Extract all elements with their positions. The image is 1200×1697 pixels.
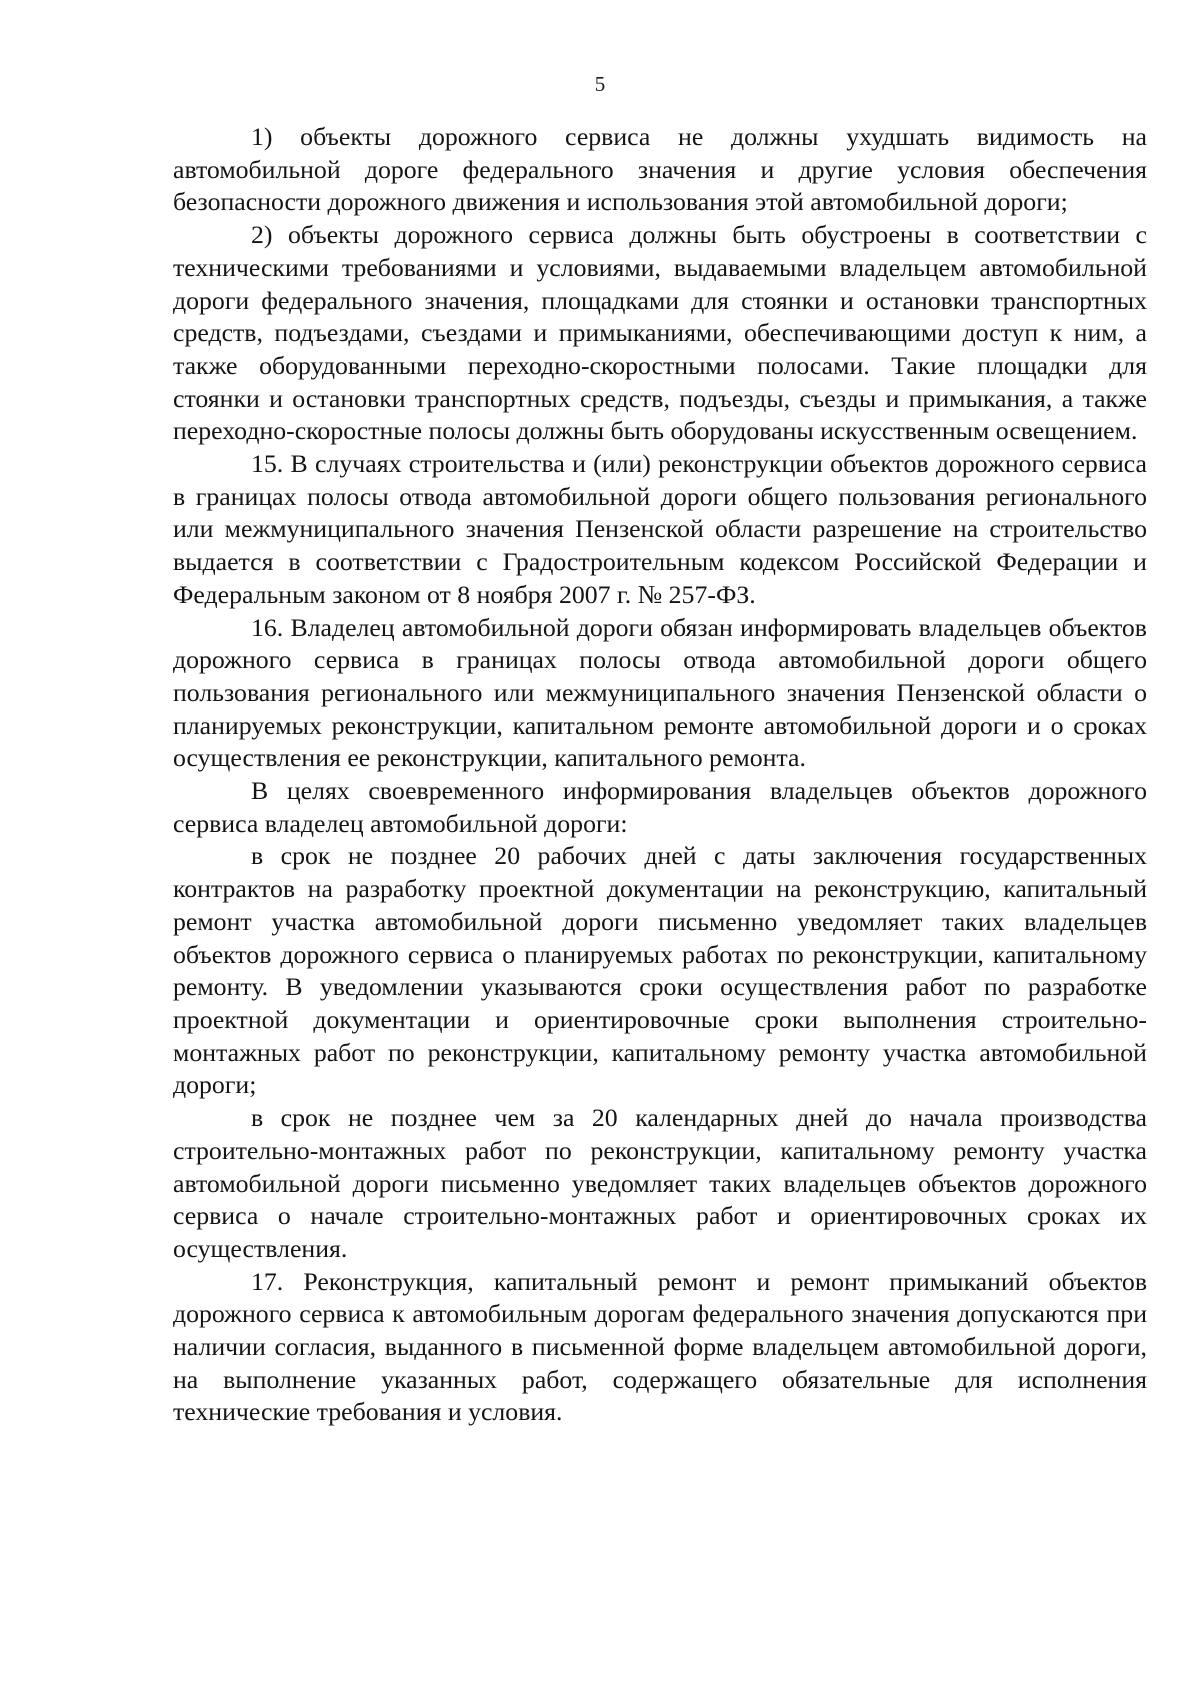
paragraph-clause-17: 17. Реконструкция, капитальный ремонт и ремонт примыканий объектов дорожного сервиса к автомобильным дорогам федерального значения допускаются при наличии согласия, выданного в письменной форме владельцем автомобильной дороги, на выполнение указанных работ, содержащего обязательные для исполнения технические требования и условия. (173, 1266, 1147, 1427)
paragraph-clause-15: 15. В случаях строительства и (или) реконструкции объектов дорожного сервиса в границах полосы отвода автомобильной дороги общего пользования регионального или межмуниципального значения Пензенской области разрешение на строительство выдается в соответствии с Градостроительным кодексом Российской Федерации и Федеральным законом от 8 ноября 2007 г. № 257-ФЗ. (173, 449, 1147, 609)
paragraph-item-1: 1) объекты дорожного сервиса не должны ухудшать видимость на автомобильной дороге федерального значения и другие условия обеспечения безопасности дорожного движения и использования этой автомобильной дороги; (173, 122, 1147, 217)
paragraph-clause-16: 16. Владелец автомобильной дороги обязан информировать владельцев объектов дорожного сервиса в границах полосы отвода автомобильной дороги общего пользования регионального или межмуниципального значения Пензенской области о планируемых реконструкции, капитальном ремонте автомобильной дороги и о сроках осуществления ее реконструкции, капитального ремонта. (173, 612, 1147, 773)
document-body (173, 121, 1147, 1429)
paragraph-informing-purpose: В целях своевременного информирования владельцев объектов дорожного сервиса владелец автомобильной дороги: (173, 776, 1147, 838)
page-number: 5 (594, 72, 606, 96)
paragraph-deadline-20-working-days: в срок не позднее 20 рабочих дней с даты заключения государственных контрактов на разработку проектной документации на реконструкцию, капитальный ремонт участка автомобильной дороги письменно уведомляет таких владельцев объектов дорожного сервиса о планируемых работах по реконструкции, капитальному ремонту. В уведомлении указываются сроки осуществления работ по разработке проектной документации и ориентировочные сроки выполнения строительно-монтажных работ по реконструкции, капитальному ремонту участка автомобильной дороги; (173, 841, 1147, 1100)
paragraph-item-2: 2) объекты дорожного сервиса должны быть обустроены в соответствии с техническими требованиями и условиями, выдаваемыми владельцем автомобильной дороги федерального значения, площадками для стоянки и остановки транспортных средств, подъездами, съездами и примыканиями, обеспечивающими доступ к ним, а также оборудованными переходно-скоростными полосами. Такие площадки для стоянки и остановки транспортных средств, подъезды, съезды и примыкания, а также переходно-скоростные полосы должны быть оборудованы искусственным освещением. (173, 220, 1147, 446)
paragraph-deadline-20-calendar-days: в срок не позднее чем за 20 календарных дней до начала производства строительно-монтажных работ по реконструкции, капитальному ремонту участка автомобильной дороги письменно уведомляет таких владельцев объектов дорожного сервиса о начале строительно-монтажных работ и ориентировочных сроках их осуществления. (173, 1103, 1147, 1263)
